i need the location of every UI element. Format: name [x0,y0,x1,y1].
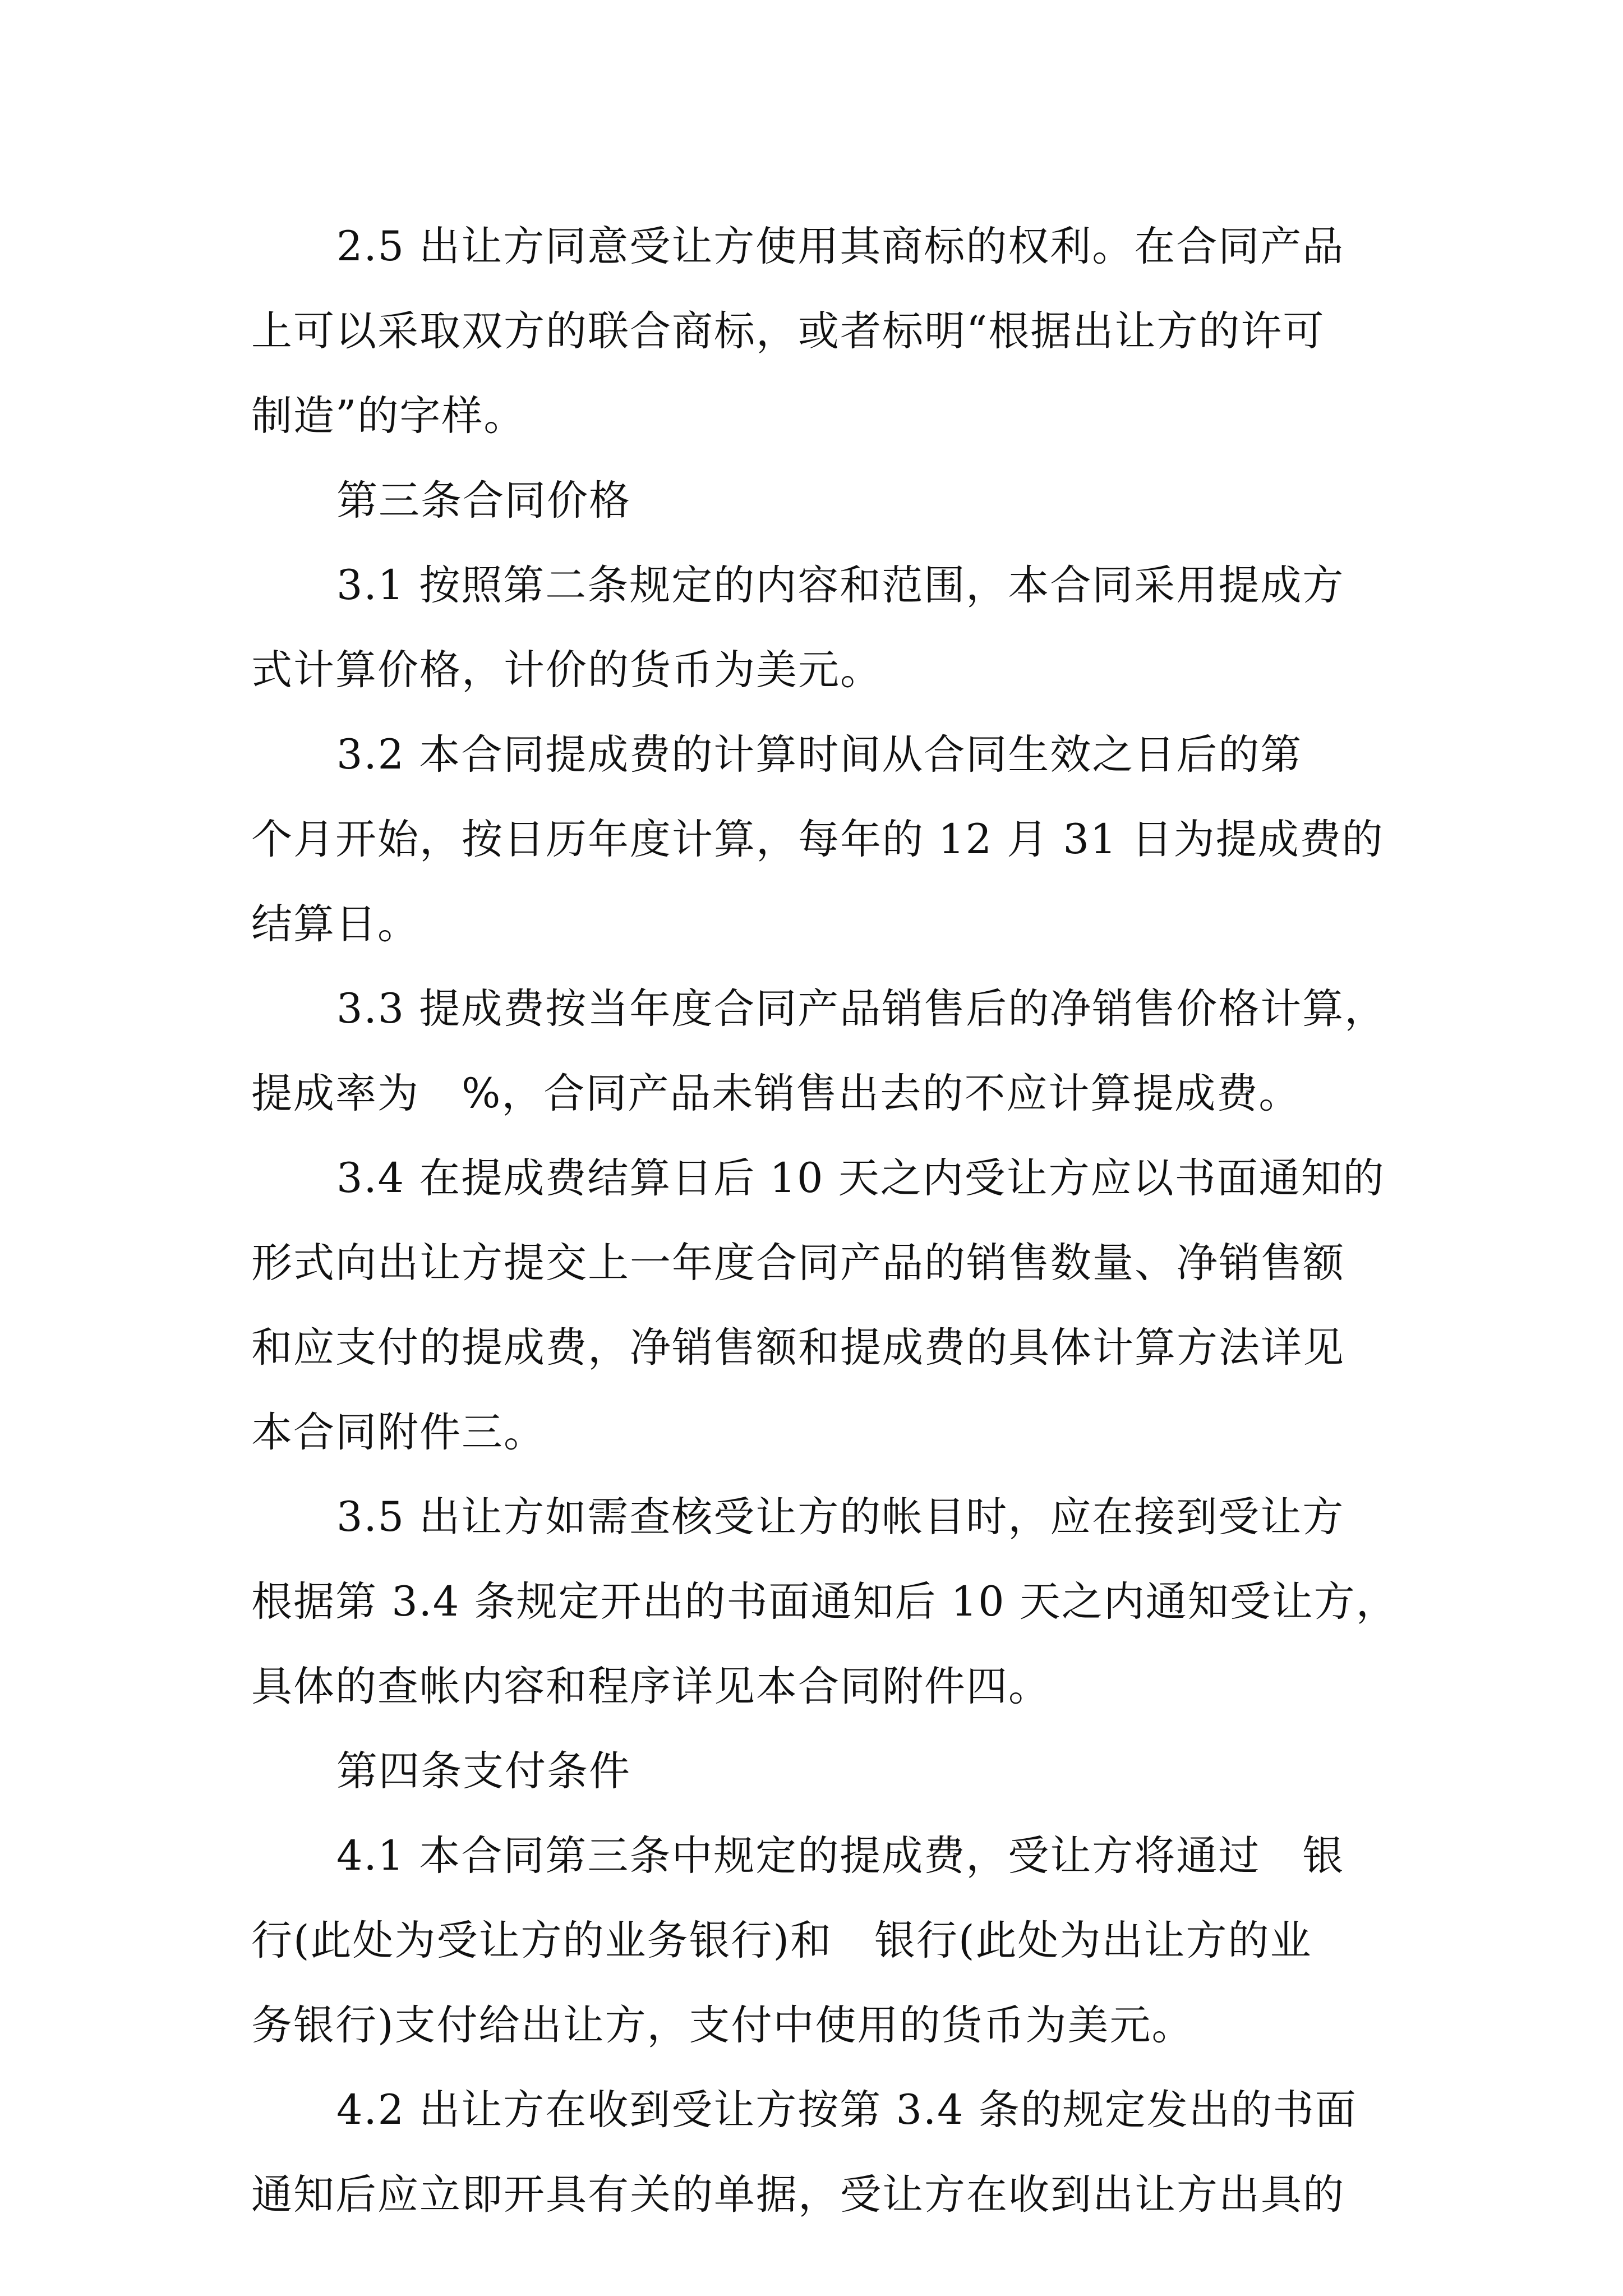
text-line: 4.2 出让方在收到受让方按第 3.4 条的规定发出的书面 [336,2086,1357,2134]
text-line: 和应支付的提成费，净销售额和提成费的具体计算方法详见 [251,1324,1345,1372]
text-line: 根据第 3.4 条规定开出的书面通知后 10 天之内通知受让方， [251,1578,1398,1626]
text-line: 3.4 在提成费结算日后 10 天之内受让方应以书面通知的 [336,1154,1385,1202]
text-line: 务银行)支付给出让方，支付中使用的货币为美元。 [251,2001,1194,2049]
text-line: 提成率为 %，合同产品未销售出去的不应计算提成费。 [251,1070,1301,1117]
text-line: 3.1 按照第二条规定的内容和范围，本合同采用提成方 [336,562,1345,609]
text-line: 具体的查帐内容和程序详见本合同附件四。 [251,1663,1050,1710]
text-line: 上可以采取双方的联合商标，或者标明“根据出让方的许可 [251,307,1325,355]
text-line: 行(此处为受让方的业务银行)和 银行(此处为出让方的业 [251,1917,1312,1964]
section-heading: 第三条合同价格 [336,477,631,524]
text-line: 2.5 出让方同意受让方使用其商标的权利。在合同产品 [336,223,1345,270]
text-line: 结算日。 [251,900,419,948]
text-line: 本合同附件三。 [251,1409,546,1456]
text-line: 4.1 本合同第三条中规定的提成费，受让方将通过 银 [336,1832,1345,1880]
text-line: 通知后应立即开具有关的单据，受让方在收到出让方出具的 [251,2171,1345,2219]
section-heading: 第四条支付条件 [336,1747,631,1795]
text-line: 形式向出让方提交上一年度合同产品的销售数量、净销售额 [251,1239,1345,1287]
text-line: 个月开始，按日历年度计算，每年的 12 月 31 日为提成费的 [251,816,1384,863]
text-line: 制造”的字样。 [251,392,526,440]
text-line: 式计算价格，计价的货币为美元。 [251,646,882,694]
text-line: 3.5 出让方如需查核受让方的帐目时，应在接到受让方 [336,1493,1345,1541]
text-line: 3.3 提成费按当年度合同产品销售后的净销售价格计算， [336,985,1387,1033]
text-line: 3.2 本合同提成费的计算时间从合同生效之日后的第 [336,731,1303,779]
